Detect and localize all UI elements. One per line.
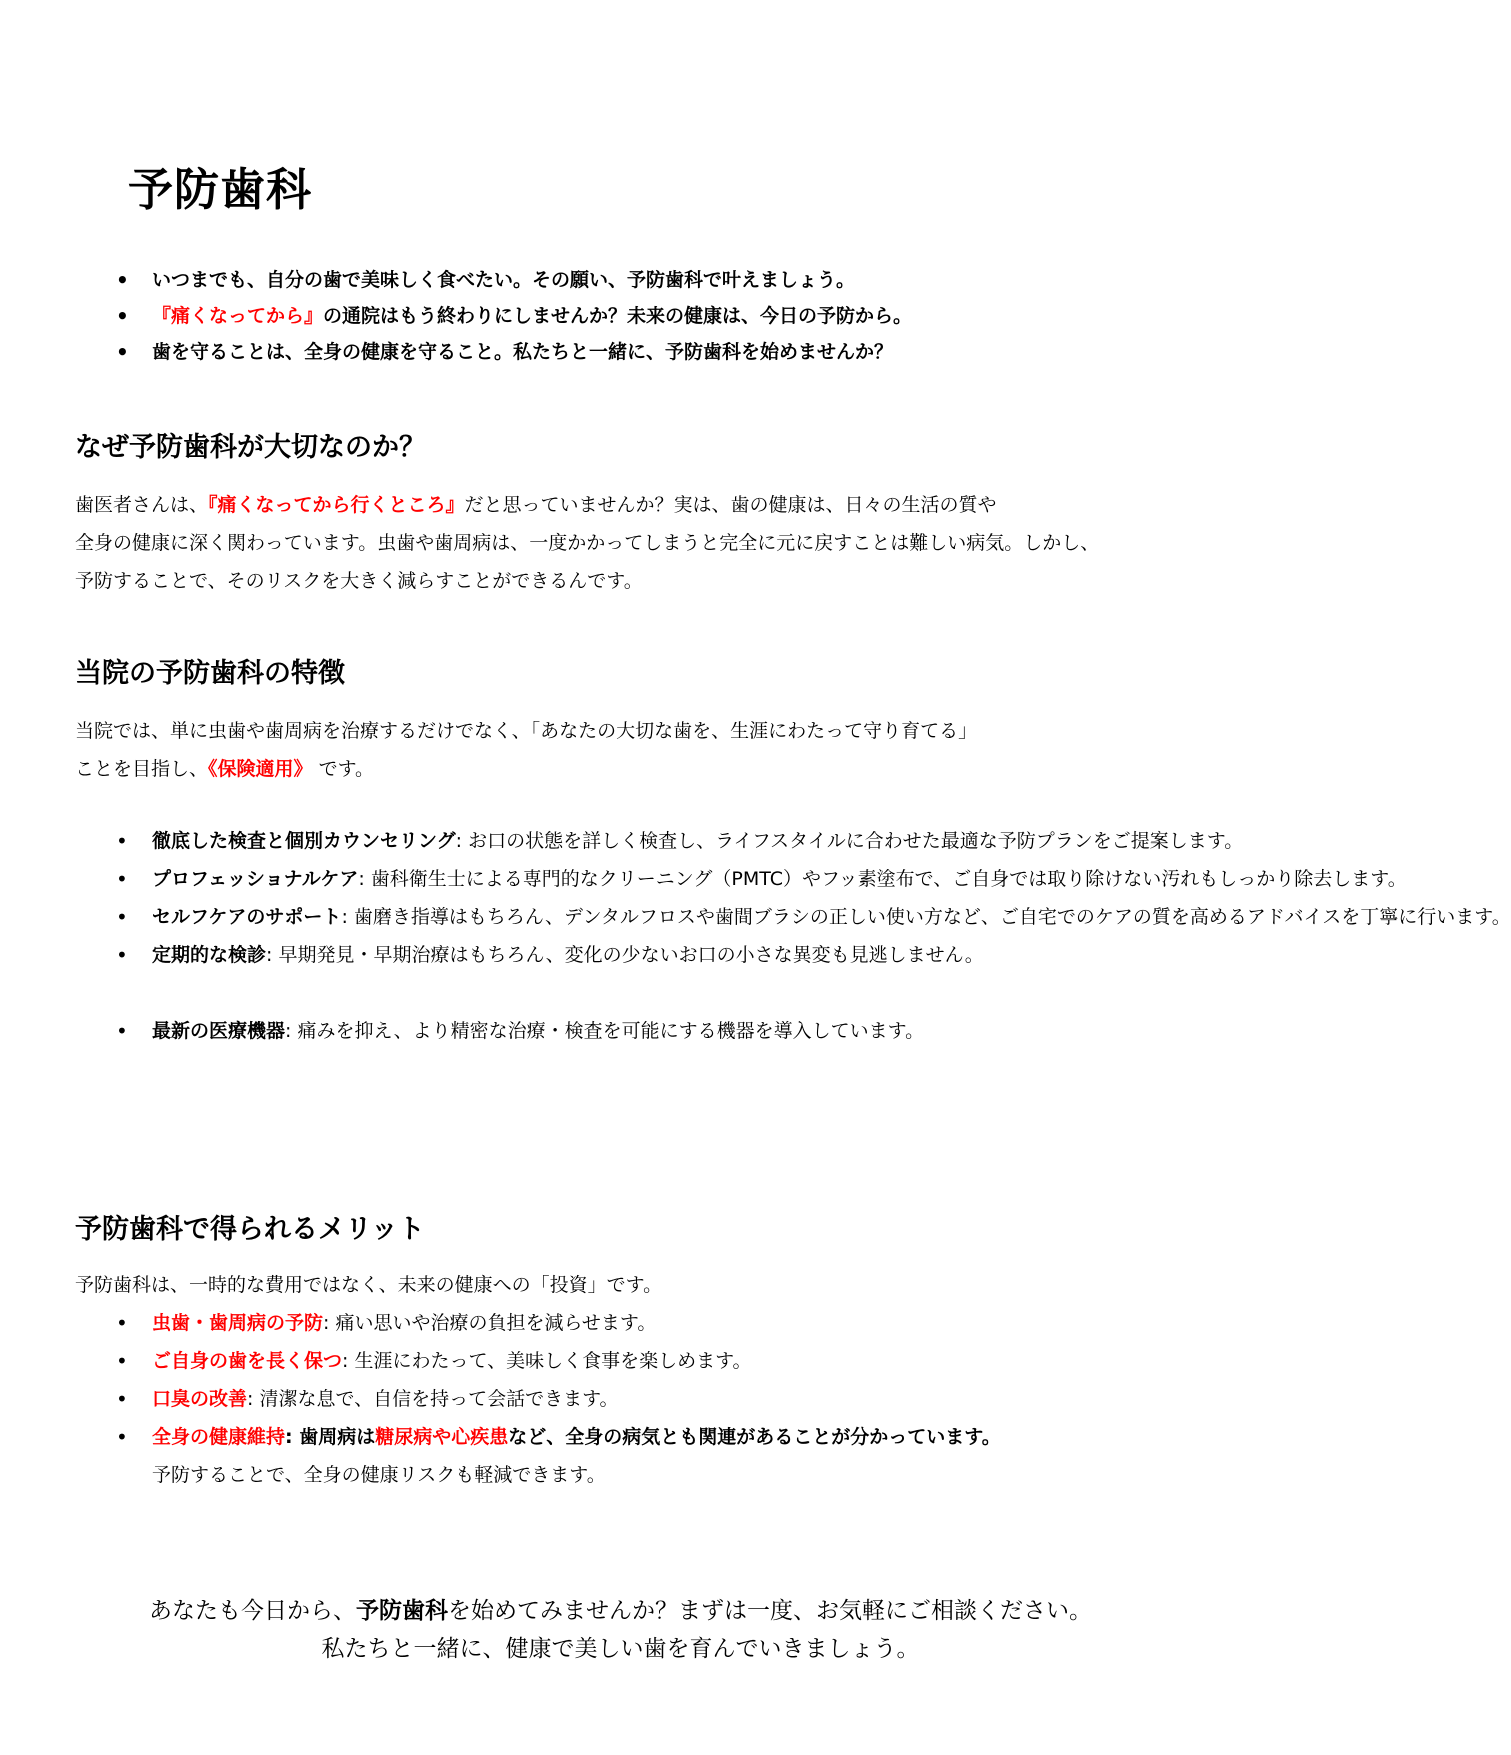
feature-label: セルフケアのサポート	[152, 906, 342, 928]
why-text: だと思っていませんか？実は、歯の健康は、日々の生活の質や	[464, 494, 997, 516]
feature-text: : 痛みを抑え、より精密な治療・検査を可能にする機器を導入しています。	[285, 1020, 925, 1042]
intro-bullet	[114, 334, 912, 370]
merit-text: 歯周病は	[299, 1426, 376, 1448]
merit-text: : 痛い思いや治療の負担を減らせます。	[323, 1312, 657, 1334]
why-paragraph-line	[75, 486, 997, 524]
merit-text: : 清潔な息で、自信を持って会話できます。	[247, 1388, 619, 1410]
closing-text: を始めてみませんか？まずは一度、お気軽にご相談ください。	[448, 1598, 1092, 1624]
merit-item	[114, 1342, 1001, 1380]
closing-emphasis: 予防歯科	[356, 1598, 448, 1624]
merit-text: : 生涯にわたって、美味しく食事を楽しめます。	[342, 1350, 752, 1372]
closing-text: あなたも今日から、	[149, 1598, 356, 1624]
merit-separator: :	[285, 1426, 300, 1448]
intro-bullet-text: いつまでも、自分の歯で美味しく食べたい。その願い、予防歯科で叶えましょう。	[152, 269, 856, 291]
merit-label: 全身の健康維持	[152, 1426, 286, 1448]
feature-label: 最新の医療機器	[152, 1020, 286, 1042]
feature-item	[114, 1012, 1202, 1050]
feature-text: : 早期発見・早期治療はもちろん、変化の少ないお口の小さな異変も見逃しません。	[266, 944, 984, 966]
why-text: 歯医者さんは、	[75, 494, 209, 516]
intro-bullet-emphasis: 『痛くなってから』	[152, 305, 324, 327]
merit-label: ご自身の歯を長く保つ	[152, 1350, 343, 1372]
features-list	[114, 822, 1511, 1050]
why-paragraph-line: 全身の健康に深く関わっています。虫歯や歯周病は、一度かかってしまうと完全に元に戻すことは難しい病気。しかし、	[75, 532, 1100, 554]
merit-disease-emphasis: 糖尿病や心疾患	[375, 1426, 509, 1448]
features-paragraph-line	[75, 750, 374, 788]
merit-item	[114, 1304, 1001, 1342]
merit-text-continued: 予防することで、全身の健康リスクも軽減できます。	[152, 1464, 606, 1486]
intro-bullet	[114, 298, 912, 334]
features-paragraph-line: 当院では、単に虫歯や歯周病を治療するだけでなく、「あなたの大切な歯を、生涯にわたって守り育てる」	[75, 720, 978, 742]
features-text: ことを目指し、	[75, 758, 209, 780]
why-paragraph-line: 予防することで、そのリスクを大きく減らすことができるんです。	[75, 570, 643, 592]
why-heading: なぜ予防歯科が大切なのか？	[75, 432, 426, 463]
intro-bullet-list	[114, 262, 912, 370]
feature-item	[114, 822, 1244, 860]
merit-label: 口臭の改善	[152, 1388, 248, 1410]
intro-bullet	[114, 262, 912, 298]
feature-label: 徹底した検査と個別カウンセリング	[152, 830, 456, 852]
features-text: です。	[312, 758, 375, 780]
closing-line: 私たちと一緒に、健康で美しい歯を育んでいきましょう。	[321, 1636, 920, 1662]
merit-item	[114, 1418, 1001, 1494]
feature-text: : 歯磨き指導はもちろん、デンタルフロスや歯間ブラシの正しい使い方など、ご自宅でのケアの質を高めるアドバイスを丁寧に行います。	[341, 906, 1511, 928]
feature-text: : 歯科衛生士による専門的なクリーニング（PMTC）やフッ素塗布で、ご自身では取り除けない汚れもしっかり除去します。	[358, 868, 1407, 890]
merit-label: 虫歯・歯周病の予防	[152, 1312, 324, 1334]
intro-bullet-text: の通院はもう終わりにしませんか？未来の健康は、今日の予防から。	[323, 305, 913, 327]
merits-intro: 予防歯科は、一時的な費用ではなく、未来の健康への「投資」です。	[75, 1274, 663, 1296]
feature-text: : お口の状態を詳しく検査し、ライフスタイルに合わせた最適な予防プランをご提案します。	[455, 830, 1244, 852]
feature-label: 定期的な検診	[152, 944, 267, 966]
merit-text: など、全身の病気とも関連があることが分かっています。	[508, 1426, 1001, 1448]
feature-item	[114, 860, 1407, 898]
page-title: 予防歯科	[128, 163, 313, 216]
intro-bullet-text: 歯を守ることは、全身の健康を守ること。私たちと一緒に、予防歯科を始めませんか？	[152, 341, 894, 363]
feature-item	[114, 898, 1511, 936]
merit-item	[114, 1380, 1001, 1418]
merits-list	[114, 1304, 1001, 1494]
closing-line	[0, 1592, 1241, 1630]
features-heading: 当院の予防歯科の特徴	[75, 658, 345, 689]
insurance-emphasis: 《保険適用》	[208, 758, 313, 780]
feature-label: プロフェッショナルケア	[152, 868, 359, 890]
why-emphasis: 『痛くなってから行くところ』	[208, 494, 465, 516]
merits-heading: 予防歯科で得られるメリット	[75, 1214, 425, 1245]
feature-item	[114, 936, 1202, 974]
